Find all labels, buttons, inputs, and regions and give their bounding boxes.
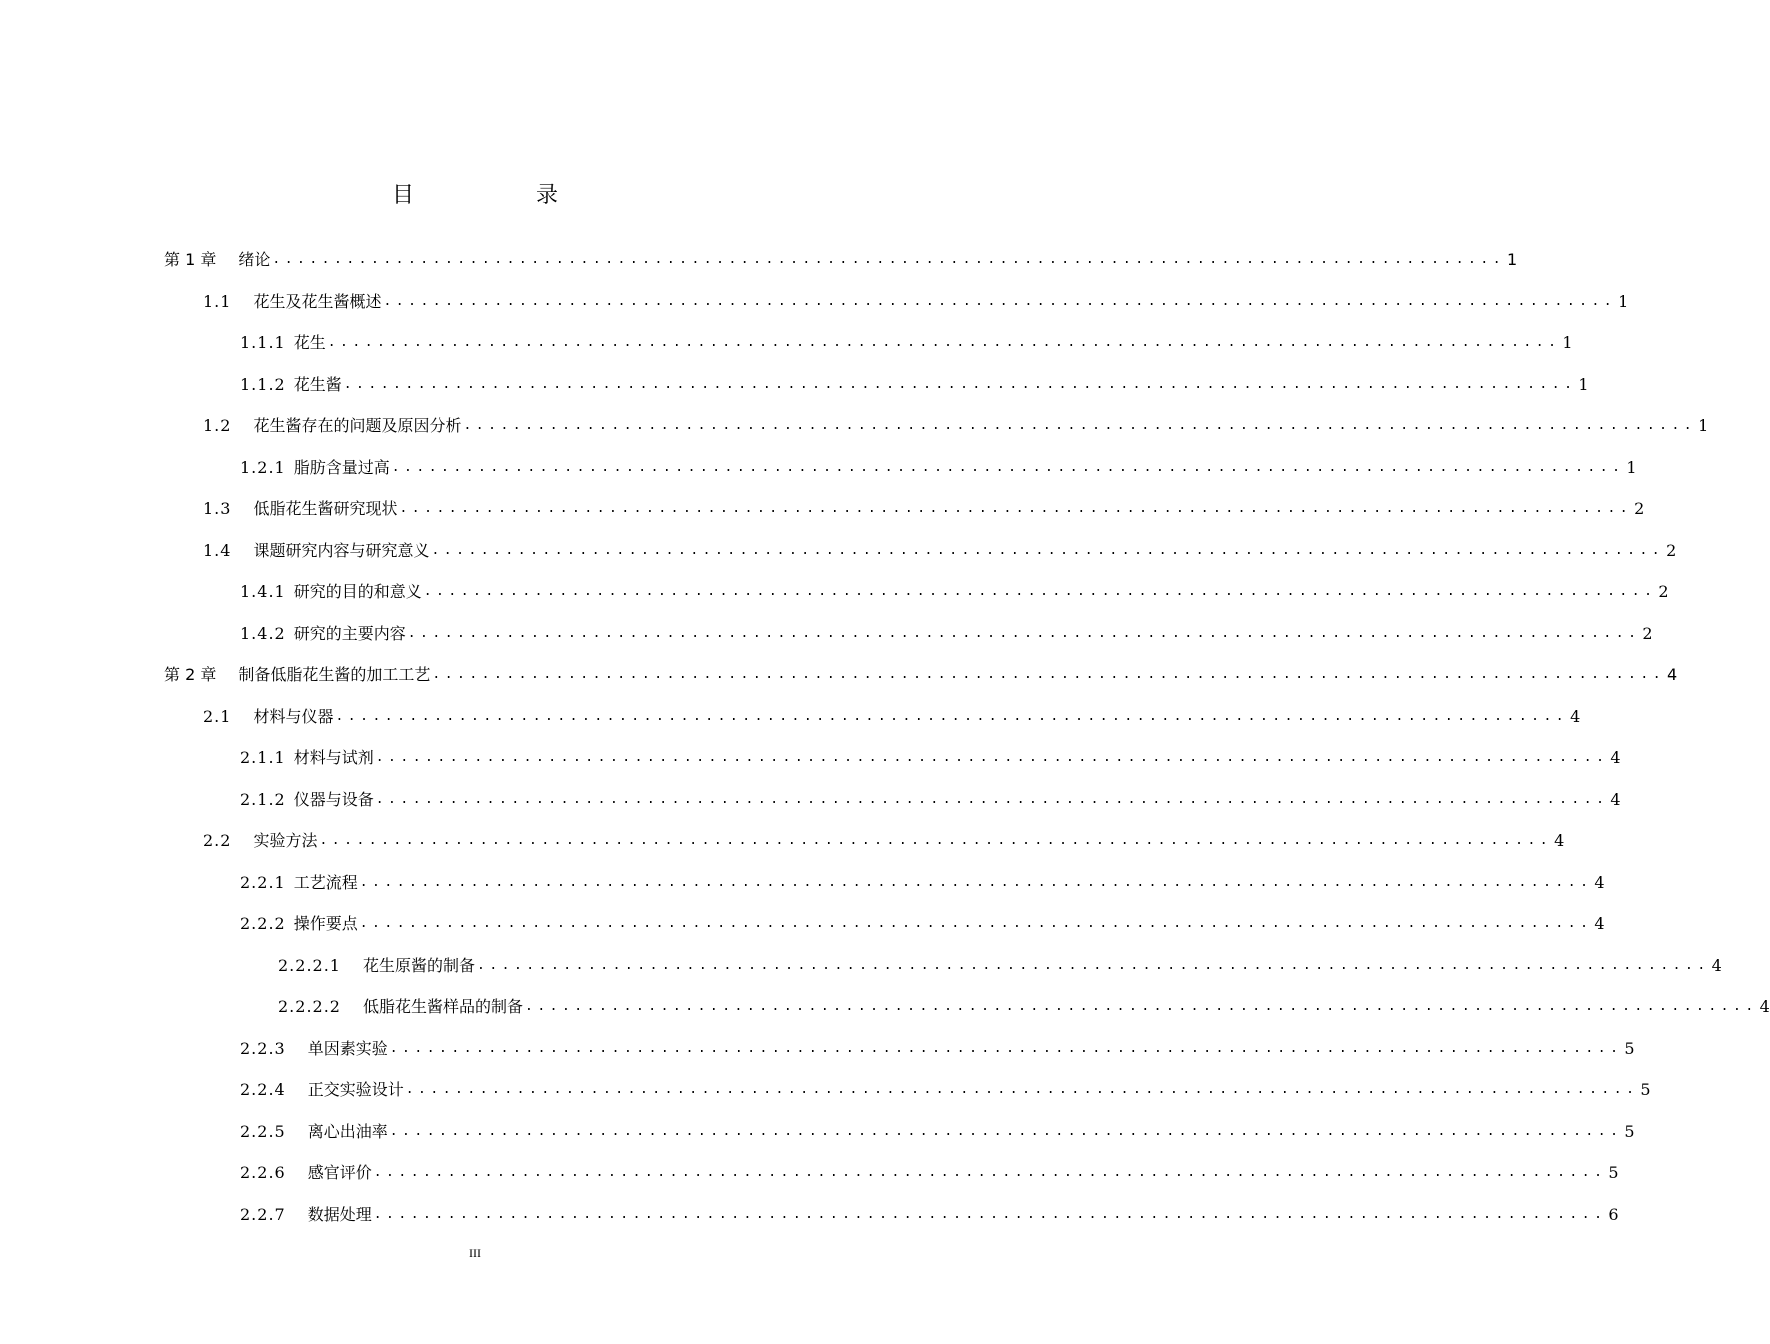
toc-page: 2 <box>1666 540 1677 560</box>
page-number-footer: III <box>469 1246 481 1260</box>
toc-text: 正交实验设计 <box>307 1080 404 1099</box>
dot-leader: .................................................................................................... <box>432 667 1666 682</box>
toc-page: 4 <box>1570 706 1581 726</box>
toc-number: 2.2.2 <box>240 914 286 933</box>
dot-leader: .................................................................................................... <box>335 708 1569 724</box>
toc-text: 材料与仪器 <box>253 706 334 726</box>
dot-leader: .................................................................................................... <box>405 1082 1639 1097</box>
toc-entry-1-3[interactable] <box>203 488 1645 529</box>
toc-page: 4 <box>1610 748 1621 767</box>
dot-leader: .................................................................................................... <box>383 293 1617 309</box>
toc-number: 2.1.1 <box>240 748 286 767</box>
toc-page: 5 <box>1624 1038 1635 1058</box>
toc-entry-2-2-6[interactable] <box>240 1152 1619 1193</box>
toc-text: 课题研究内容与研究意义 <box>253 540 430 560</box>
toc-text: 花生 <box>293 333 326 352</box>
toc-page: 1 <box>1626 457 1637 477</box>
toc-entry-chapter-2[interactable] <box>164 654 1678 695</box>
dot-leader: .................................................................................................... <box>407 625 1641 641</box>
dot-leader: .................................................................................................... <box>319 833 1553 848</box>
toc-text: 绪论 <box>238 250 271 269</box>
toc-text: 离心出油率 <box>307 1121 388 1141</box>
toc-page: 2 <box>1642 623 1653 643</box>
dot-leader: .................................................................................................... <box>272 252 1506 267</box>
toc-number: 1.4.2 <box>240 623 286 643</box>
toc-text: 花生酱 <box>293 374 342 394</box>
toc-number: 1.1.1 <box>240 333 286 352</box>
dot-leader: .................................................................................................... <box>373 1206 1607 1222</box>
toc-text: 数据处理 <box>307 1204 372 1224</box>
toc-text: 单因素实验 <box>307 1038 388 1058</box>
toc-page: 5 <box>1624 1121 1635 1141</box>
dot-leader: .................................................................................................... <box>327 335 1561 350</box>
toc-number: 1.2 <box>203 416 232 435</box>
toc-page: 4 <box>1759 997 1770 1016</box>
toc-number: 第 2 章 <box>164 665 217 684</box>
toc-number: 2.1.2 <box>240 789 286 809</box>
dot-leader: .................................................................................................... <box>343 376 1577 392</box>
toc-page: 1 <box>1618 291 1629 311</box>
toc-page: 4 <box>1594 872 1605 892</box>
dot-leader: .................................................................................................... <box>431 542 1665 558</box>
toc-page: 1 <box>1507 250 1518 269</box>
toc-number: 2.2.1 <box>240 872 286 892</box>
toc-number: 1.2.1 <box>240 457 286 477</box>
toc-number: 2.1 <box>203 706 232 726</box>
toc-entry-1-1[interactable] <box>203 281 1629 322</box>
toc-page: 1 <box>1562 333 1573 352</box>
toc-number: 1.1.2 <box>240 374 286 394</box>
toc-number: 1.1 <box>203 291 232 311</box>
dot-leader: .................................................................................................... <box>375 750 1609 765</box>
dot-leader: .................................................................................................... <box>373 1165 1607 1180</box>
dot-leader: .................................................................................................... <box>389 1040 1623 1056</box>
toc-number: 2.2.2.2 <box>278 997 341 1016</box>
toc-text: 花生酱存在的问题及原因分析 <box>253 416 462 435</box>
page-title: 目 录 <box>391 183 608 208</box>
toc-number: 2.2.3 <box>240 1038 286 1058</box>
toc-entry-1-4[interactable] <box>203 530 1677 571</box>
toc-text: 低脂花生酱研究现状 <box>253 499 398 518</box>
toc-page: 2 <box>1658 582 1669 601</box>
toc-page: 1 <box>1698 416 1709 435</box>
toc-entry-1-2[interactable] <box>203 405 1709 446</box>
dot-leader: .................................................................................................... <box>423 584 1657 599</box>
toc-text: 花生原酱的制备 <box>362 955 475 975</box>
toc-number: 1.3 <box>203 499 232 518</box>
toc-text: 工艺流程 <box>293 872 358 892</box>
toc-page: 1 <box>1578 374 1589 394</box>
toc-page: 4 <box>1667 665 1678 684</box>
toc-entry-1-2-1[interactable] <box>240 447 1637 488</box>
toc-page: 4 <box>1711 955 1722 975</box>
toc-entry-chapter-1[interactable] <box>164 239 1518 280</box>
toc-number: 2.2 <box>203 831 232 850</box>
toc-entry-1-4-2[interactable] <box>240 613 1653 654</box>
dot-leader: .................................................................................................... <box>389 1123 1623 1139</box>
toc-text: 感官评价 <box>307 1163 372 1182</box>
toc-text: 仪器与设备 <box>293 789 374 809</box>
dot-leader: .................................................................................................... <box>463 418 1697 433</box>
toc-text: 材料与试剂 <box>293 748 374 767</box>
toc-entry-1-1-1[interactable] <box>240 322 1573 363</box>
toc-text: 研究的主要内容 <box>293 623 406 643</box>
toc-number: 1.4 <box>203 540 232 560</box>
toc-page: 2 <box>1634 499 1645 518</box>
toc-number: 1.4.1 <box>240 582 286 601</box>
dot-leader: .................................................................................................... <box>477 957 1710 973</box>
toc-entry-2-2-1[interactable] <box>240 862 1605 903</box>
toc-number: 2.2.6 <box>240 1163 286 1182</box>
toc-entry-2-2-4[interactable] <box>240 1069 1651 1110</box>
toc-number: 2.2.2.1 <box>278 955 341 975</box>
toc-number: 2.2.4 <box>240 1080 286 1099</box>
toc-entry-2-2-3[interactable] <box>240 1028 1635 1069</box>
toc-text: 操作要点 <box>293 914 358 933</box>
toc-page: 4 <box>1594 914 1605 933</box>
toc-page: 6 <box>1608 1204 1619 1224</box>
toc-number: 2.2.5 <box>240 1121 286 1141</box>
toc-page: 5 <box>1608 1163 1619 1182</box>
toc-entry-2-2-5[interactable] <box>240 1111 1635 1152</box>
dot-leader: .................................................................................................... <box>399 501 1633 516</box>
toc-number: 第 1 章 <box>164 250 217 269</box>
toc-entry-1-4-1[interactable] <box>240 571 1669 612</box>
dot-leader: .................................................................................................... <box>391 459 1625 475</box>
toc-entry-2-2-2[interactable] <box>240 903 1605 944</box>
toc-page: 4 <box>1610 789 1621 809</box>
toc-text: 实验方法 <box>253 831 318 850</box>
dot-leader: .................................................................................................... <box>359 874 1593 890</box>
toc-entry-2-2[interactable] <box>203 820 1565 861</box>
dot-leader: .................................................................................................... <box>359 916 1593 931</box>
toc-entry-2-1-1[interactable] <box>240 737 1621 778</box>
toc-entry-2-1-2[interactable] <box>240 779 1621 820</box>
toc-entry-2-2-2-2[interactable] <box>278 986 1770 1027</box>
toc-number: 2.2.7 <box>240 1204 286 1224</box>
dot-leader: .................................................................................................... <box>525 999 1758 1014</box>
toc-entry-1-1-2[interactable] <box>240 364 1589 405</box>
toc-text: 制备低脂花生酱的加工工艺 <box>238 665 431 684</box>
toc-text: 研究的目的和意义 <box>293 582 422 601</box>
toc-text: 低脂花生酱样品的制备 <box>362 997 523 1016</box>
toc-entry-2-2-2-1[interactable] <box>278 945 1722 986</box>
toc-page: 4 <box>1554 831 1565 850</box>
toc-text: 脂肪含量过高 <box>293 457 390 477</box>
toc-page: 5 <box>1640 1080 1651 1099</box>
toc-entry-2-2-7[interactable] <box>240 1194 1619 1235</box>
toc-text: 花生及花生酱概述 <box>253 291 382 311</box>
dot-leader: .................................................................................................... <box>375 791 1609 807</box>
toc-entry-2-1[interactable] <box>203 696 1581 737</box>
